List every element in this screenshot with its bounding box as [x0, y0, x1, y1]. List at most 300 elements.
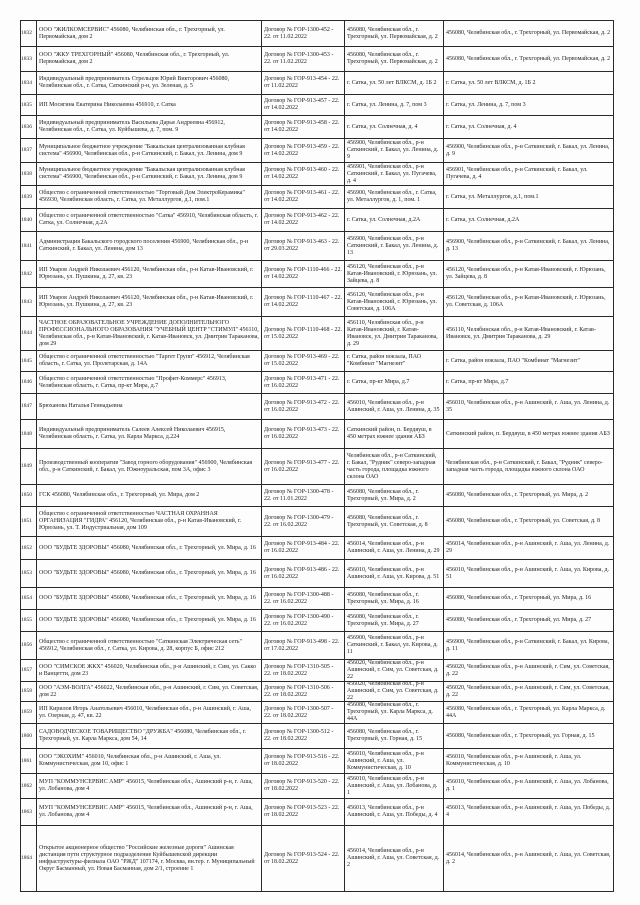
- organization-cell-text: ООО "ЭКОХИМ" 456010, Челябинская обл., р-н Ашинский, г. Аша, ул. Коммунистическая, дом 10, офис 1: [39, 754, 221, 767]
- organization-cell-text: Брюханова Наталья Геннадьевна: [39, 403, 123, 409]
- organization-cell: [37, 209, 262, 232]
- table-row: [21, 632, 614, 660]
- row-number-text: 1834: [21, 79, 32, 86]
- organization-cell: [37, 537, 262, 560]
- contract-cell: [262, 116, 345, 139]
- contract-cell: [262, 449, 345, 485]
- location-address-cell: [444, 209, 614, 232]
- object-address-cell-text: г. Сатка, ул. Ленина, д. 7, пом 3: [347, 101, 427, 108]
- row-number-text: 1838: [21, 170, 32, 177]
- contract-cell-text: Договор № ГОР-1110-468 - 22. от 15.02.2022: [264, 326, 342, 340]
- contract-cell: [262, 660, 345, 682]
- object-address-cell-text: 456010, Челябинская обл., р-н Ашинский, г. Аша, ул. Коммунистическая, д. 10: [347, 750, 424, 771]
- contract-cell-text: Договор № ГОР-913-458 - 22. от 14.02.2022: [264, 120, 340, 133]
- organization-cell-text: Общество с ограниченной ответственностью "Профит-Коммерс" 456913, Челябинская область, г. Сатка, пр-кт Мира, д.7: [39, 375, 227, 389]
- row-number-text: 1847: [21, 403, 32, 409]
- row-number: [21, 351, 37, 372]
- organization-cell-text: ИП Уваров Андрей Николаевич 456120, Челябинская обл., р-н Катав-Ивановский, г. Юрюзань, ул. Пушкина, д. 27, кв. 23: [39, 295, 254, 308]
- location-address-cell: [444, 163, 614, 186]
- organization-cell: [37, 72, 262, 95]
- object-address-cell-text: 456080, Челябинская обл., г. Трехгорный, ул. Первомайская, д. 2: [347, 26, 438, 40]
- organization-cell: [37, 317, 262, 351]
- row-number: [21, 116, 37, 139]
- row-number-text: 1835: [21, 101, 32, 108]
- location-address-cell: [444, 47, 614, 72]
- object-address-cell: [345, 485, 444, 507]
- table-row: [21, 537, 614, 560]
- organization-cell: [37, 610, 262, 632]
- object-address-cell-text: 456080, Челябинская обл., г. Трехгорный, ул. Мира, д. 16: [347, 591, 419, 605]
- location-address-cell-text: 456080, Челябинская обл., г. Трехгорный, ул. Мира, д. 2: [446, 492, 589, 498]
- contract-cell-text: Договор № ГОР-1300-490 - 22. от 16.02.2022: [264, 613, 334, 627]
- organization-cell: [37, 394, 262, 420]
- row-number-text: 1849: [21, 463, 32, 469]
- object-address-cell-text: 456080, Челябинская обл., г. Трехгорный, ул. Советская, д. 8: [347, 514, 428, 528]
- contract-cell: [262, 72, 345, 95]
- organization-cell-text: Открытое акционерное общество "Российские железные дороги" Ашинская дистанция пути структурное подразделение Куйбышевской дирекции инфраструктуры-филиала ОАО "РЖД" 107174, г. Москва, вн.тер. г. Муниципальный Округ Басманный, ул. Новая Басманная, дом 2/1, строение 1: [39, 844, 255, 872]
- organization-cell-text: МУП "КОММУНСЕРВИС АМР" 456015, Челябинская обл., Ашинский р-н, г. Аша, ул. Лобанова, дом 4: [39, 805, 253, 818]
- object-address-cell: [345, 449, 444, 485]
- location-address-cell: [444, 507, 614, 537]
- organization-cell-text: Индивидуальный предприниматель Стрельцов Юрий Викторович 456080, Челябинская обл., г. Сатка, Саткинский р-н, ул. Зеленая, д. 5: [39, 76, 229, 89]
- location-address-cell: [444, 485, 614, 507]
- table-row: [21, 209, 614, 232]
- organization-cell: [37, 163, 262, 186]
- object-address-cell-text: 456900, Челябинская обл., р-н Саткинский, г. Бакал, ул. Кирова, д. 11: [347, 635, 438, 655]
- object-address-cell: [345, 116, 444, 139]
- table-row: [21, 116, 614, 139]
- contract-cell-text: Договор № ГОР-913-472 - 22. от 16.02.2022: [264, 399, 340, 413]
- organization-cell: [37, 774, 262, 799]
- organization-cell-text: ООО "ЖКУ ТРЕХГОРНЫЙ" 456080, Челябинская обл., г. Трехгорный, ул. Первомайская, дом 2: [39, 52, 230, 65]
- location-address-cell-text: 456120, Челябинская обл., р-н Катав-Ивановский, г. Юрюзань, ул. Советская, д. 106А: [446, 295, 606, 308]
- location-address-cell: [444, 826, 614, 892]
- row-number-text: 1837: [21, 147, 32, 153]
- contract-cell-text: Договор № ГОР-913-457 - 22. от 14.02.2022: [264, 98, 340, 111]
- location-address-cell-text: 456010, Челябинская обл., р-н Ашинский, г. Аша, ул. Ленина, д. 35: [446, 399, 610, 413]
- row-number-text: 1833: [21, 55, 32, 62]
- object-address-cell: [345, 288, 444, 317]
- location-address-cell-text: 456900, Челябинская обл., р-н Саткинский, г. Бакал, ул. Ленина, д. 13: [446, 239, 610, 252]
- organization-cell-text: Общество с ограниченной ответственностью "Саткинская Электрическая сеть" 456912, Челябинская обл., г. Сатка, ул. Кирова, д. 28, корпус Б, офис 212: [39, 638, 242, 652]
- object-address-cell: [345, 660, 444, 682]
- organization-cell: [37, 449, 262, 485]
- organization-cell: [37, 682, 262, 702]
- contract-cell-text: Договор № ГОР-1300-488 - 22. от 16.02.2022: [264, 591, 334, 605]
- organization-cell-text: Общество с ограниченной ответственностью ЧАСТНАЯ ОХРАННАЯ ОРГАНИЗАЦИЯ "ГИДРА" 456120, Челябинская обл., р-н Катав-Ивановский, г. Юрюзань, ул. Т. Индустриальная, дом 109: [39, 511, 242, 531]
- location-address-cell-text: 456080, Челябинская обл., г. Трехгорный, ул. Первомайская, д. 2: [446, 55, 611, 62]
- row-number: [21, 72, 37, 95]
- table-row: [21, 702, 614, 724]
- object-address-cell: [345, 537, 444, 560]
- contract-cell-text: Договор № ГОР-913-484 - 22. от 16.02.2022: [264, 541, 340, 554]
- organization-cell: [37, 47, 262, 72]
- row-number-text: 1843: [21, 298, 32, 305]
- location-address-cell: [444, 632, 614, 660]
- row-number: [21, 826, 37, 892]
- organization-cell: [37, 288, 262, 317]
- row-number-text: 1842: [21, 270, 32, 277]
- row-number-text: 1854: [21, 595, 32, 601]
- object-address-cell-text: г. Сатка, ул. Солнечная, д.2А: [347, 216, 421, 223]
- object-address-cell: [345, 682, 444, 702]
- table-row: [21, 288, 614, 317]
- row-number: [21, 261, 37, 288]
- contract-cell-text: Договор № ГОР-1300-453 - 22. от 11.02.2022: [264, 52, 334, 65]
- object-address-cell: [345, 702, 444, 724]
- contract-cell: [262, 21, 345, 47]
- row-number: [21, 186, 37, 209]
- object-address-cell-text: 456900, Челябинская обл., р-н Саткинский, г. Бакал, ул. Ленина, д. 9: [347, 140, 439, 160]
- location-address-cell-text: 456901, Челябинская обл., р-н Саткинский, г. Бакал, ул. Пугачева, д. 4: [446, 167, 588, 180]
- contract-cell: [262, 560, 345, 588]
- organization-cell: [37, 232, 262, 261]
- location-address-cell: [444, 588, 614, 610]
- contract-cell-text: Договор № ГОР-1300-512 - 22. от 18.02.2022: [264, 729, 334, 742]
- row-number: [21, 749, 37, 774]
- location-address-cell: [444, 261, 614, 288]
- row-number-text: 1863: [21, 808, 32, 815]
- object-address-cell-text: 456010, Челябинская обл., р-н Ашинский, г. Аша, ул. Кирова, д. 51: [347, 566, 440, 580]
- object-address-cell-text: 456080, Челябинская обл., г. Трехгорный, ул. Мира, д. 27: [347, 613, 419, 627]
- table-row: [21, 232, 614, 261]
- row-number: [21, 774, 37, 799]
- organization-cell-text: Муниципальное бюджетное учреждение "Бакальская централизованная клубная система" 456900, Челябинская обл., р-н Саткинский, г. Бакал, ул. Ленина, дом 9: [39, 167, 245, 180]
- contract-cell-text: Договор № ГОР-913-469 - 22. от 15.02.2022: [264, 354, 340, 367]
- row-number: [21, 232, 37, 261]
- object-address-cell: [345, 372, 444, 394]
- object-address-cell: [345, 560, 444, 588]
- organization-cell-text: ИП Мосягина Екатерина Николаевна 456910, г. Сатка: [39, 101, 176, 108]
- object-address-cell-text: 456901, Челябинская обл., р-н Саткинский, г. Бакал, ул. Пугачева, д. 4: [347, 163, 437, 184]
- object-address-cell-text: 456120, Челябинская обл., р-н Катав-Ивановский, г. Юрюзань, ул. Зайцева, д. 8: [347, 263, 438, 284]
- table-row: [21, 749, 614, 774]
- table-row: [21, 485, 614, 507]
- location-address-cell-text: 456013, Челябинская обл., р-н Ашинский, г. Аша, ул. Победы, д. 4: [446, 805, 611, 818]
- object-address-cell-text: 456110, Челябинская обл., р-н Катав-Ивановский, г. Катав-Ивановск, ул. Дмитрия Тараканова, д. 29: [347, 319, 438, 347]
- organization-cell: [37, 826, 262, 892]
- organization-cell-text: ГСК 456080, Челябинская обл., г. Трехгорный, ул. Мира, дом 2: [39, 492, 200, 498]
- row-number-text: 1836: [21, 123, 32, 130]
- location-address-cell: [444, 610, 614, 632]
- row-number: [21, 702, 37, 724]
- row-number-text: 1840: [21, 216, 32, 223]
- object-address-cell: [345, 163, 444, 186]
- contract-cell: [262, 163, 345, 186]
- object-address-cell: [345, 632, 444, 660]
- organization-cell: [37, 21, 262, 47]
- contract-cell: [262, 372, 345, 394]
- organization-cell: [37, 724, 262, 749]
- organization-cell: [37, 799, 262, 826]
- row-number: [21, 507, 37, 537]
- table-row: [21, 560, 614, 588]
- organization-cell: [37, 372, 262, 394]
- table-row: [21, 21, 614, 47]
- object-address-cell-text: 456900, Челябинская обл., г. Сатка, ул. Металлургов, д. 1, пом. 1: [347, 190, 437, 203]
- row-number: [21, 420, 37, 449]
- organization-cell: [37, 116, 262, 139]
- table-row: [21, 507, 614, 537]
- contract-cell-text: Договор № ГОР-1300-479 - 22. от 16.02.2022: [264, 514, 334, 528]
- table-row: [21, 317, 614, 351]
- table-row: [21, 72, 614, 95]
- table-row: [21, 610, 614, 632]
- contract-cell: [262, 485, 345, 507]
- organization-cell: [37, 560, 262, 588]
- location-address-cell: [444, 95, 614, 116]
- location-address-cell-text: 456010, Челябинская обл., р-н Ашинский, г. Аша, ул. Лобанова, д. 1: [446, 779, 609, 792]
- object-address-cell-text: 456014, Челябинская обл., р-н Ашинский, г. Аша, ул. Советская, д. 2: [347, 848, 440, 868]
- object-address-cell: [345, 749, 444, 774]
- contract-cell: [262, 317, 345, 351]
- object-address-cell: [345, 139, 444, 163]
- table-row: [21, 774, 614, 799]
- contract-cell-text: Договор № ГОР-913-462 - 22. от 14.02.2022: [264, 213, 340, 226]
- location-address-cell-text: 456120, Челябинская обл., р-н Катав-Ивановский, г. Юрюзань, ул. Зайцева, д. 8: [446, 267, 606, 280]
- organization-cell-text: Общество с ограниченной ответственностью "Таргет Групп" 456912, Челябинская область, г. Сатка, ул. Пролетарская, д. 14А: [39, 354, 250, 367]
- organization-cell: [37, 588, 262, 610]
- row-number: [21, 610, 37, 632]
- row-number: [21, 682, 37, 702]
- location-address-cell-text: г. Сатка, ул. Металлургов, д.1, пом.1: [446, 193, 539, 200]
- row-number-text: 1864: [21, 855, 32, 861]
- table-row: [21, 351, 614, 372]
- contract-cell: [262, 826, 345, 892]
- location-address-cell-text: 456080, Челябинская обл., г. Трехгорный, ул. Первомайская, д. 2: [446, 30, 611, 36]
- table-row: [21, 47, 614, 72]
- contract-cell: [262, 209, 345, 232]
- object-address-cell-text: 456014, Челябинская обл., р-н Ашинский, г. Аша, ул. Ленина, д. 29: [347, 541, 440, 554]
- location-address-cell: [444, 116, 614, 139]
- contract-cell: [262, 420, 345, 449]
- row-number: [21, 560, 37, 588]
- row-number: [21, 660, 37, 682]
- object-address-cell-text: 456010, Челябинская обл., р-н Ашинский, г. Аша, ул. Лобанова, д. 1: [347, 775, 438, 796]
- object-address-cell-text: 456080, Челябинская обл., г. Трехгорный, ул. Первомайская, д. 2: [347, 52, 438, 65]
- contract-cell-text: Договор № ГОР-913-461 - 22. от 14.02.2022: [264, 190, 340, 203]
- row-number-text: 1861: [21, 757, 32, 764]
- contract-cell-text: Договор № ГОР-913-498 - 22. от 17.02.2022: [264, 638, 340, 652]
- location-address-cell: [444, 702, 614, 724]
- location-address-cell: [444, 317, 614, 351]
- row-number-text: 1859: [21, 709, 32, 715]
- object-address-cell: [345, 774, 444, 799]
- organization-cell-text: ИП Уваров Андрей Николаевич 456120, Челябинская обл., р-н Катав-Ивановский, г. Юрюзань, ул. Пушкина, д. 27, кв. 23: [39, 267, 254, 280]
- object-address-cell-text: 456120, Челябинская обл., р-н Катав-Ивановский, г. Юрюзань, ул. Советская, д. 106А: [347, 291, 438, 312]
- object-address-cell-text: г. Сатка, район вокзала, ПАО "Комбинат "Магнезит": [347, 354, 422, 367]
- contract-cell-text: Договор № ГОР-913-459 - 22. от 14.02.2022: [264, 143, 340, 157]
- organization-cell-text: Производственный кооператив "Завод горного оборудования" 456900, Челябинская обл., р-н Саткинский, г. Бакал, ул. Южноуральская, пом 3А, офис 3: [39, 459, 253, 473]
- location-address-cell: [444, 21, 614, 47]
- contract-cell-text: Договор № ГОР-1310-505 - 22. от 18.02.2022: [264, 663, 334, 677]
- location-address-cell-text: 456014, Челябинская обл., р-н Ашинский, г. Аша, ул. Советская, д. 2: [446, 851, 611, 865]
- location-address-cell: [444, 186, 614, 209]
- contract-cell-text: Договор № ГОР-913-486 - 22. от 16.02.2022: [264, 566, 340, 580]
- row-number: [21, 163, 37, 186]
- object-address-cell: [345, 47, 444, 72]
- organization-cell: [37, 95, 262, 116]
- table-row: [21, 261, 614, 288]
- location-address-cell: [444, 799, 614, 826]
- contract-cell: [262, 95, 345, 116]
- contract-cell: [262, 774, 345, 799]
- organization-cell-text: САДОВОДЧЕСКОЕ ТОВАРИЩЕСТВО "ДРУЖБА" 456080, Челябинская обл., г. Трехгорный, ул. Карла Маркса, дом 54, 14: [39, 729, 247, 742]
- location-address-cell: [444, 232, 614, 261]
- organization-cell-text: ООО "БУДЬТЕ ЗДОРОВЫ" 456080, Челябинская обл., г. Трехгорный, ул. Мира, д. 16: [39, 595, 256, 601]
- organization-cell-text: ЧАСТНОЕ ОБРАЗОВАТЕЛЬНОЕ УЧРЕЖДЕНИЕ ДОПОЛНИТЕЛЬНОГО ПРОФЕССИОНАЛЬНОГО ОБРАЗОВАНИЯ "УЧЕБНЫЙ ЦЕНТР "СТИМУЛ" 456110, Челябинская обл., р-н Катав-Ивановский, г. Катав-Ивановск, ул. Дмитрия Тараканова, дом 29: [39, 319, 259, 347]
- location-address-cell-text: г. Сатка, ул. Солнечная, д.2А: [446, 216, 520, 223]
- row-number-text: 1852: [21, 544, 32, 551]
- contract-cell-text: Договор № ГОР-1110-466 - 22. от 14.02.2022: [264, 267, 342, 280]
- location-address-cell: [444, 420, 614, 449]
- object-address-cell: [345, 261, 444, 288]
- organization-cell-text: Общество с ограниченной ответственностью "Сатка" 456910, Челябинская область, г. Сатка, ул. Солнечная, д.2А: [39, 213, 259, 226]
- object-address-cell: [345, 394, 444, 420]
- contract-cell-text: Договор № ГОР-913-524 - 22. от 18.02.2022: [264, 851, 340, 865]
- table-row: [21, 826, 614, 892]
- location-address-cell-text: 456010, Челябинская обл., р-н Ашинский, г. Аша, ул. Кирова, д. 51: [446, 566, 609, 580]
- object-address-cell: [345, 799, 444, 826]
- organization-cell-text: Индивидуальный предприниматель Салеев Алексей Николаевич 456915, Челябинская область, г. Сатка, ул. Карла Маркса, д.224: [39, 427, 226, 440]
- row-number-text: 1848: [21, 430, 32, 437]
- row-number: [21, 394, 37, 420]
- contract-cell: [262, 610, 345, 632]
- organization-cell: [37, 186, 262, 209]
- object-address-cell-text: г. Сатка, ул. 50 лет ВЛКСМ, д. 1Б 2: [347, 79, 437, 86]
- object-address-cell: [345, 588, 444, 610]
- object-address-cell-text: 456013, Челябинская обл., р-н Ашинский, г. Аша, ул. Победы, д. 4: [347, 805, 438, 818]
- contract-cell: [262, 139, 345, 163]
- location-address-cell-text: 456014, Челябинская обл., р-н Ашинский, г. Аша, ул. Ленина, д. 29: [446, 541, 610, 554]
- location-address-cell-text: 456010, Челябинская обл., р-н Ашинский, г. Аша, ул. Коммунистическая, д. 10: [446, 754, 582, 767]
- object-address-cell: [345, 232, 444, 261]
- organization-cell-text: ООО "ЖИЛКОМСЕРВИС" 456080, Челябинская обл., г. Трехгорный, ул. Первомайская, дом 2: [39, 26, 225, 40]
- location-address-cell: [444, 774, 614, 799]
- object-address-cell: [345, 610, 444, 632]
- organization-cell-text: Администрация Бакальского городского поселения 456900, Челябинская обл., р-н Саткинский, г. Бакал, ул. Ленина, дом 13: [39, 239, 249, 252]
- organization-cell-text: ООО "БУДЬТЕ ЗДОРОВЫ" 456080, Челябинская обл., г. Трехгорный, ул. Мира, д. 16: [39, 617, 256, 623]
- location-address-cell: [444, 560, 614, 588]
- object-address-cell-text: Челябинская обл., р-н Саткинский, г. Бакал, "Рудник" северо-западная часть города, площадка южного склона ОАО: [347, 452, 437, 480]
- table-row: [21, 186, 614, 209]
- contract-cell: [262, 351, 345, 372]
- object-address-cell: [345, 209, 444, 232]
- location-address-cell-text: г. Сатка, пр-кт Мира, д.7: [446, 379, 509, 385]
- row-number: [21, 47, 37, 72]
- object-address-cell: [345, 507, 444, 537]
- row-number-text: 1855: [21, 617, 32, 623]
- row-number-text: 1850: [21, 492, 32, 498]
- location-address-cell: [444, 724, 614, 749]
- contract-cell-text: Договор № ГОР-1300-507 - 22. от 18.02.2022: [264, 705, 334, 719]
- object-address-cell: [345, 351, 444, 372]
- object-address-cell: [345, 724, 444, 749]
- row-number: [21, 724, 37, 749]
- contract-cell: [262, 186, 345, 209]
- contract-cell-text: Договор № ГОР-1300-478 - 22. от 11.01.2022: [264, 488, 334, 502]
- table-row: [21, 799, 614, 826]
- location-address-cell-text: 456080, Челябинская обл., г. Трехгорный, ул. Мира, д. 16: [446, 595, 592, 601]
- object-address-cell: [345, 826, 444, 892]
- table-row: [21, 660, 614, 682]
- organization-cell-text: МУП "КОММУНСЕРВИС АМР" 456015, Челябинская обл., Ашинский р-н, г. Аша, ул. Лобанова, дом 4: [39, 779, 253, 792]
- row-number-text: 1851: [21, 518, 32, 524]
- object-address-cell-text: 456080, Челябинская обл., г. Трехгорный, ул. Карла Маркса, д. 44А: [347, 702, 433, 722]
- table-row: [21, 163, 614, 186]
- location-address-cell-text: 456080, Челябинская обл., г. Трехгорный, ул. Карла Маркса, д. 44А: [446, 705, 606, 719]
- contract-cell-text: Договор № ГОР-913-516 - 22. от 18.02.2022: [264, 754, 340, 767]
- object-address-cell-text: 456900, Челябинская обл., р-н Саткинский, г. Бакал, ул. Ленина, д. 13: [347, 235, 439, 256]
- table-row: [21, 588, 614, 610]
- contract-cell-text: Договор № ГОР-913-460 - 22. от 14.02.2022: [264, 167, 340, 180]
- object-address-cell-text: Саткинский район, п. Бердяуш, в 450 метрах южнее здания АБЗ: [347, 427, 432, 440]
- contract-cell-text: Договор № ГОР-913-473 - 22. от 16.02.2022: [264, 427, 340, 440]
- row-number-text: 1856: [21, 642, 32, 648]
- row-number: [21, 485, 37, 507]
- location-address-cell-text: 456080, Челябинская обл., г. Трехгорный, ул. Мира, д. 27: [446, 617, 592, 623]
- location-address-cell-text: 456020, Челябинская обл., р-н Ашинский, г. Сим, ул. Советская, д. 22: [446, 663, 610, 677]
- object-address-cell: [345, 186, 444, 209]
- table-row: [21, 139, 614, 163]
- location-address-cell: [444, 372, 614, 394]
- organization-cell-text: ООО "БУДЬТЕ ЗДОРОВЫ" 456080, Челябинская обл., г. Трехгорный, ул. Мира, д. 16: [39, 544, 256, 551]
- contract-cell-text: Договор № ГОР-1110-467 - 22. от 14.02.2022: [264, 295, 342, 308]
- organization-cell-text: Индивидуальный предприниматель Васильева Дарья Андреевна 456912, Челябинская обл., г. Сатка, ул. Куйбышева, д. 7, пом. 9: [39, 120, 225, 133]
- table-row: [21, 724, 614, 749]
- row-number: [21, 799, 37, 826]
- row-number-text: 1839: [21, 193, 32, 200]
- object-address-cell: [345, 95, 444, 116]
- organization-cell-text: ООО "СИМСКОЕ ЖКХ" 456020, Челябинская обл., р-н Ашинский, г. Сим, ул. Сакко и Ванцетти, дом 23: [39, 663, 257, 677]
- contract-cell-text: Договор № ГОР-913-523 - 22. от 18.02.2022: [264, 805, 340, 818]
- organization-cell: [37, 139, 262, 163]
- location-address-cell-text: 456080, Челябинская обл., г. Трехгорный, ул. Советская, д. 8: [446, 518, 601, 524]
- row-number: [21, 21, 37, 47]
- object-address-cell: [345, 317, 444, 351]
- row-number-text: 1845: [21, 357, 32, 364]
- organization-cell: [37, 485, 262, 507]
- location-address-cell-text: 456900, Челябинская обл., р-н Саткинский, г. Бакал, ул. Кирова, д. 11: [446, 638, 610, 652]
- location-address-cell: [444, 660, 614, 682]
- location-address-cell-text: Челябинская обл., р-н Саткинский, г. Бакал, "Рудник" северо-западная часть города, площадка южного склона ОАО: [446, 459, 603, 473]
- object-address-cell-text: 456020, Челябинская обл., р-н Ашинский, г. Сим, ул. Советская, д. 22: [347, 660, 439, 680]
- contract-cell: [262, 261, 345, 288]
- location-address-cell-text: 456080, Челябинская обл., г. Трехгорный, ул. Горная, д. 15: [446, 732, 595, 739]
- contract-cell: [262, 799, 345, 826]
- contract-cell: [262, 47, 345, 72]
- location-address-cell: [444, 351, 614, 372]
- contract-cell-text: Договор № ГОР-913-454 - 22. от 11.02.2022: [264, 76, 340, 89]
- object-address-cell: [345, 420, 444, 449]
- location-address-cell: [444, 288, 614, 317]
- organization-cell: [37, 420, 262, 449]
- contract-cell: [262, 537, 345, 560]
- location-address-cell-text: г. Сатка, ул. Ленина, д. 7, пом 3: [446, 101, 526, 108]
- table-row: [21, 449, 614, 485]
- row-number: [21, 139, 37, 163]
- row-number-text: 1844: [21, 330, 32, 336]
- row-number: [21, 537, 37, 560]
- location-address-cell: [444, 72, 614, 95]
- organization-cell-text: Муниципальное бюджетное учреждение "Бакальская централизованная клубная система" 456900, Челябинская обл., р-н Саткинский, г. Бакал, ул. Ленина, дом 9: [39, 143, 245, 157]
- row-number-text: 1857: [21, 667, 32, 673]
- row-number-text: 1846: [21, 379, 32, 385]
- object-address-cell-text: 456080, Челябинская обл., г. Трехгорный, ул. Горная, д. 15: [347, 729, 423, 742]
- organization-cell-text: ИП Кирилов Игорь Анатольевич 456010, Челябинская обл., р-н Ашинский, г. Аша, ул. Озерная, д. 47, кв. 22: [39, 705, 251, 719]
- row-number: [21, 209, 37, 232]
- organization-cell: [37, 507, 262, 537]
